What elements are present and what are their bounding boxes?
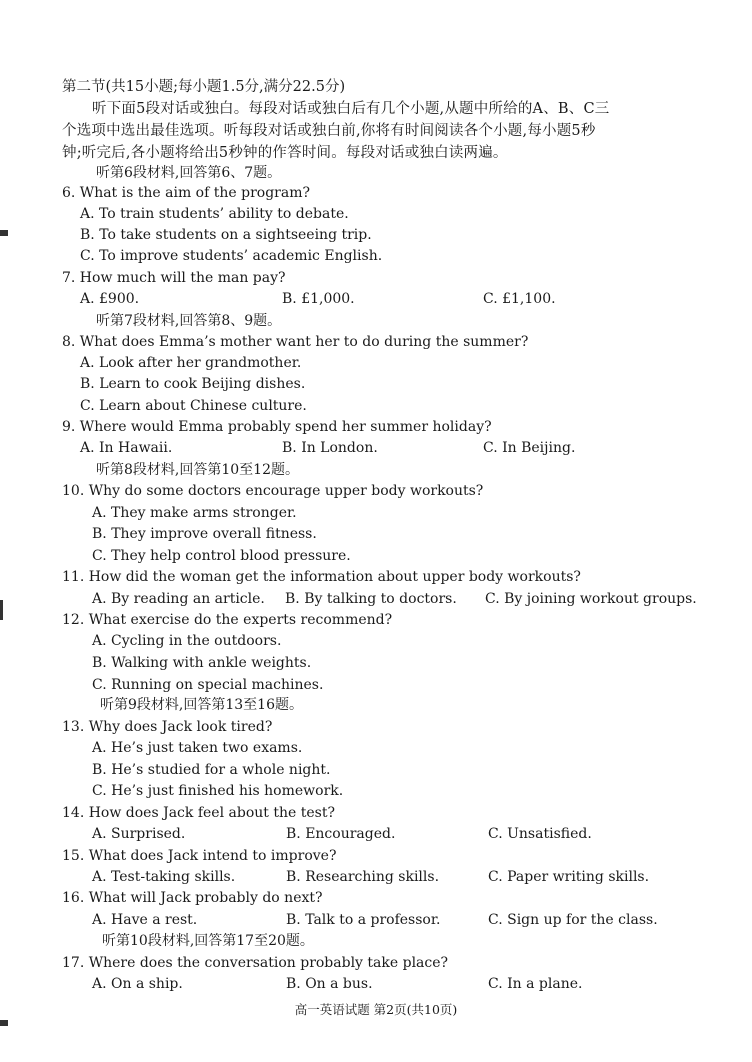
option-a: A. Have a rest. (92, 912, 198, 928)
options-row (0, 866, 752, 888)
option-c: C. They help control blood pressure. (92, 548, 351, 564)
option-a: A. They make arms stronger. (92, 505, 297, 521)
option-b: B. He’s studied for a whole night. (92, 762, 331, 778)
question-stem: 13. Why does Jack look tired? (62, 719, 273, 735)
option-a: A. By reading an article. (92, 591, 265, 607)
question-stem: 16. What will Jack probably do next? (62, 890, 323, 906)
option-a: A. To train students’ ability to debate. (80, 206, 349, 222)
intro-line-2: 个选项中选出最佳选项。听每段对话或独白前,你将有时间阅读各个小题,每小题5秒 (62, 123, 596, 139)
option-b: B. Learn to cook Beijing dishes. (80, 376, 306, 392)
question-stem: 17. Where does the conversation probably take place? (62, 955, 449, 971)
instruction-material-7: 听第7段材料,回答第8、9题。 (96, 313, 282, 329)
options-row (0, 588, 752, 610)
question-stem: 10. Why do some doctors encourage upper body workouts? (62, 483, 484, 499)
option-b: B. £1,000. (282, 291, 355, 307)
option-a: A. Surprised. (92, 826, 186, 842)
option-c: C. Learn about Chinese culture. (80, 398, 307, 414)
option-c: C. To improve students’ academic English. (80, 248, 383, 264)
question-stem: 15. What does Jack intend to improve? (62, 848, 337, 864)
option-b: B. By talking to doctors. (285, 591, 457, 607)
question-stem: 7. How much will the man pay? (62, 270, 286, 286)
intro-line-1: 听下面5段对话或独白。每段对话或独白后有几个小题,从题中所给的A、B、C三 (92, 101, 610, 117)
options-row (0, 909, 752, 931)
option-c: C. Sign up for the class. (488, 912, 658, 928)
option-b: B. Encouraged. (286, 826, 396, 842)
question-stem: 9. Where would Emma probably spend her summer holiday? (62, 419, 492, 435)
option-c: C. By joining workout groups. (485, 591, 697, 607)
intro-line-3: 钟;听完后,各小题将给出5秒钟的作答时间。每段对话或独白读两遍。 (62, 145, 508, 161)
options-row (0, 288, 752, 310)
question-stem: 12. What exercise do the experts recommend? (62, 612, 393, 628)
option-a: A. In Hawaii. (80, 440, 173, 456)
option-b: B. Researching skills. (286, 869, 440, 885)
option-c: C. Paper writing skills. (488, 869, 650, 885)
option-b: B. To take students on a sightseeing trip. (80, 227, 372, 243)
page-footer: 高一英语试题 第2页(共10页) (294, 1002, 458, 1017)
options-row (0, 823, 752, 845)
option-c: C. Running on special machines. (92, 677, 324, 693)
option-c: C. In Beijing. (483, 440, 576, 456)
question-stem: 6. What is the aim of the program? (62, 185, 310, 201)
instruction-material-6: 听第6段材料,回答第6、7题。 (96, 165, 282, 181)
options-row (0, 437, 752, 459)
question-stem: 8. What does Emma’s mother want her to do during the summer? (62, 334, 529, 350)
option-a: A. Look after her grandmother. (80, 355, 302, 371)
instruction-material-10: 听第10段材料,回答第17至20题。 (102, 933, 314, 949)
option-c: C. £1,100. (483, 291, 556, 307)
option-a: A. Test-taking skills. (92, 869, 236, 885)
option-a: A. On a ship. (92, 976, 183, 992)
instruction-material-8: 听第8段材料,回答第10至12题。 (96, 462, 299, 478)
option-a: A. £900. (80, 291, 140, 307)
option-c: C. He’s just finished his homework. (92, 783, 344, 799)
instruction-material-9: 听第9段材料,回答第13至16题。 (100, 697, 303, 713)
option-b: B. They improve overall fitness. (92, 526, 317, 542)
option-a: A. Cycling in the outdoors. (92, 633, 282, 649)
options-row (0, 973, 752, 995)
option-b: B. Talk to a professor. (286, 912, 441, 928)
option-b: B. On a bus. (286, 976, 373, 992)
option-b: B. Walking with ankle weights. (92, 655, 312, 671)
question-stem: 14. How does Jack feel about the test? (62, 805, 335, 821)
scan-mark (0, 230, 8, 236)
option-b: B. In London. (282, 440, 378, 456)
section-title: 第二节(共15小题;每小题1.5分,满分22.5分) (62, 79, 346, 95)
option-a: A. He’s just taken two exams. (92, 740, 303, 756)
option-c: C. In a plane. (488, 976, 583, 992)
scan-mark (0, 1020, 8, 1026)
option-c: C. Unsatisfied. (488, 826, 592, 842)
question-stem: 11. How did the woman get the information about upper body workouts? (62, 569, 581, 585)
